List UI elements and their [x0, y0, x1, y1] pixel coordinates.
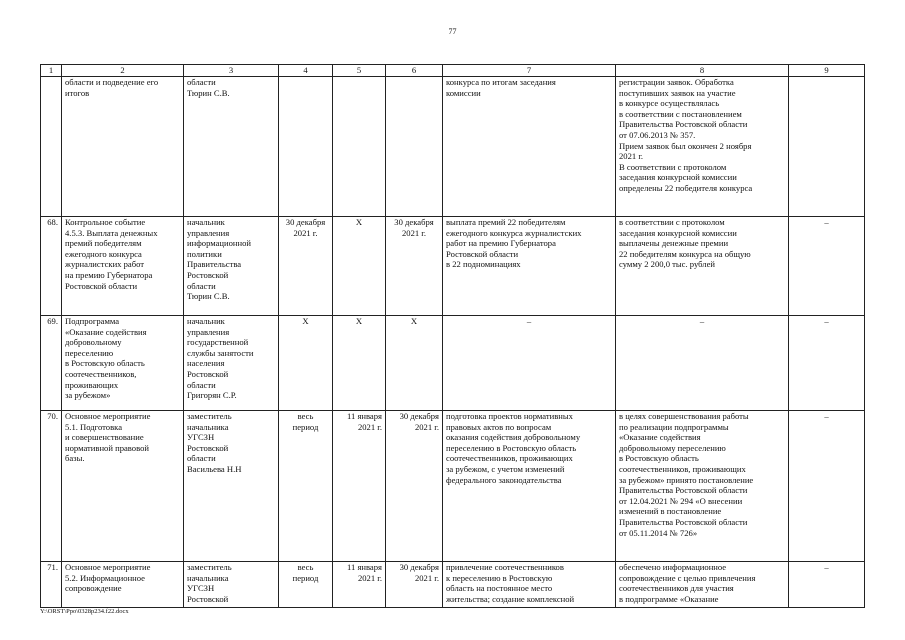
table-row	[41, 217, 865, 316]
header-cell: 9	[789, 65, 865, 77]
table-row	[41, 411, 865, 562]
planned-result: привлечение соотечественников к переселению в Ростовскую область на постоянное место жительства; создание комплексной	[443, 562, 616, 608]
table-row	[41, 316, 865, 411]
header-cell: 3	[184, 65, 279, 77]
row-number: 69.	[41, 316, 62, 411]
row-number: 68.	[41, 217, 62, 316]
planned-result: подготовка проектов нормативных правовых актов по вопросам оказания содействия добровольному переселению в Ростовскую область соотечественников, проживающих за рубежом, с учетом изменений федерального законодательства	[443, 411, 616, 562]
actual-end: X	[386, 316, 443, 411]
actual-result: –	[616, 316, 789, 411]
reasons: –	[789, 411, 865, 562]
table-row	[41, 562, 865, 608]
planned-date: весь период	[279, 411, 333, 562]
event-name: Основное мероприятие 5.2. Информационное сопровождение	[62, 562, 184, 608]
header-cell: 7	[443, 65, 616, 77]
actual-start: X	[333, 217, 386, 316]
responsible: заместитель начальника УГСЗН Ростовской	[184, 562, 279, 608]
actual-result: в соответствии с протоколом заседания конкурсной комиссии выплачены денежные премии 22 победителям конкурса на общую сумму 2 200,0 тыс. рублей	[616, 217, 789, 316]
planned-date: весь период	[279, 562, 333, 608]
planned-date	[279, 77, 333, 217]
header-cell: 2	[62, 65, 184, 77]
actual-result: регистрации заявок. Обработка поступивших заявок на участие в конкурсе осуществлялась в соответствии с постановлением Правительства Ростовской области от 07.06.2013 № 357. Прием заявок был окончен 2 ноября 2021 г. В соответствии с протоколом заседания конкурсной комиссии определены 22 победителя конкурса	[616, 77, 789, 217]
actual-result: в целях совершенствования работы по реализации подпрограммы «Оказание содействия добровольному переселению в Ростовскую область соотечественников, проживающих за рубежом» принято постановление Правительства Ростовской области от 12.04.2021 № 294 «О внесении изменений в постановление Правительства Ростовской области от 05.11.2014 № 726»	[616, 411, 789, 562]
actual-end: 30 декабря 2021 г.	[386, 562, 443, 608]
report-table	[40, 64, 865, 608]
responsible: заместитель начальника УГСЗН Ростовской области Васильева Н.Н	[184, 411, 279, 562]
event-name: Подпрограмма «Оказание содействия добровольному переселению в Ростовскую область соотечественников, проживающих за рубежом»	[62, 316, 184, 411]
planned-date: 30 декабря 2021 г.	[279, 217, 333, 316]
reasons: –	[789, 217, 865, 316]
header-cell: 5	[333, 65, 386, 77]
actual-end: 30 декабря 2021 г.	[386, 217, 443, 316]
row-number: 70.	[41, 411, 62, 562]
actual-start: X	[333, 316, 386, 411]
actual-start	[333, 77, 386, 217]
header-cell: 1	[41, 65, 62, 77]
header-cell: 4	[279, 65, 333, 77]
actual-start: 11 января 2021 г.	[333, 562, 386, 608]
reasons: –	[789, 316, 865, 411]
event-name: области и подведение его итогов	[62, 77, 184, 217]
actual-end: 30 декабря 2021 г.	[386, 411, 443, 562]
actual-end	[386, 77, 443, 217]
header-cell: 8	[616, 65, 789, 77]
actual-start: 11 января 2021 г.	[333, 411, 386, 562]
table-row	[41, 77, 865, 217]
responsible: начальник управления информационной политики Правительства Ростовской области Тюрин С.В.	[184, 217, 279, 316]
row-number: 71.	[41, 562, 62, 608]
responsible: области Тюрин С.В.	[184, 77, 279, 217]
planned-date: X	[279, 316, 333, 411]
planned-result: выплата премий 22 победителям ежегодного конкурса журналистских работ на премию Губернатора Ростовской области в 22 подноминациях	[443, 217, 616, 316]
actual-result: обеспечено информационное сопровождение с целью привлечения соотечественников для участия в подпрограмме «Оказание	[616, 562, 789, 608]
planned-result: конкурса по итогам заседания комиссии	[443, 77, 616, 217]
file-path-footer: Y:\ORST\Ppo\0328p234.f22.docx	[40, 608, 129, 615]
planned-result: –	[443, 316, 616, 411]
responsible: начальник управления государственной службы занятости населения Ростовской области Григорян С.Р.	[184, 316, 279, 411]
event-name: Контрольное событие 4.5.3. Выплата денежных премий победителям ежегодного конкурса журналистских работ на премию Губернатора Ростовской области	[62, 217, 184, 316]
reasons: –	[789, 562, 865, 608]
header-cell: 6	[386, 65, 443, 77]
reasons	[789, 77, 865, 217]
row-number	[41, 77, 62, 217]
page-number: 77	[448, 27, 457, 36]
event-name: Основное мероприятие 5.1. Подготовка и совершенствование нормативной правовой базы.	[62, 411, 184, 562]
header-row	[41, 65, 865, 77]
